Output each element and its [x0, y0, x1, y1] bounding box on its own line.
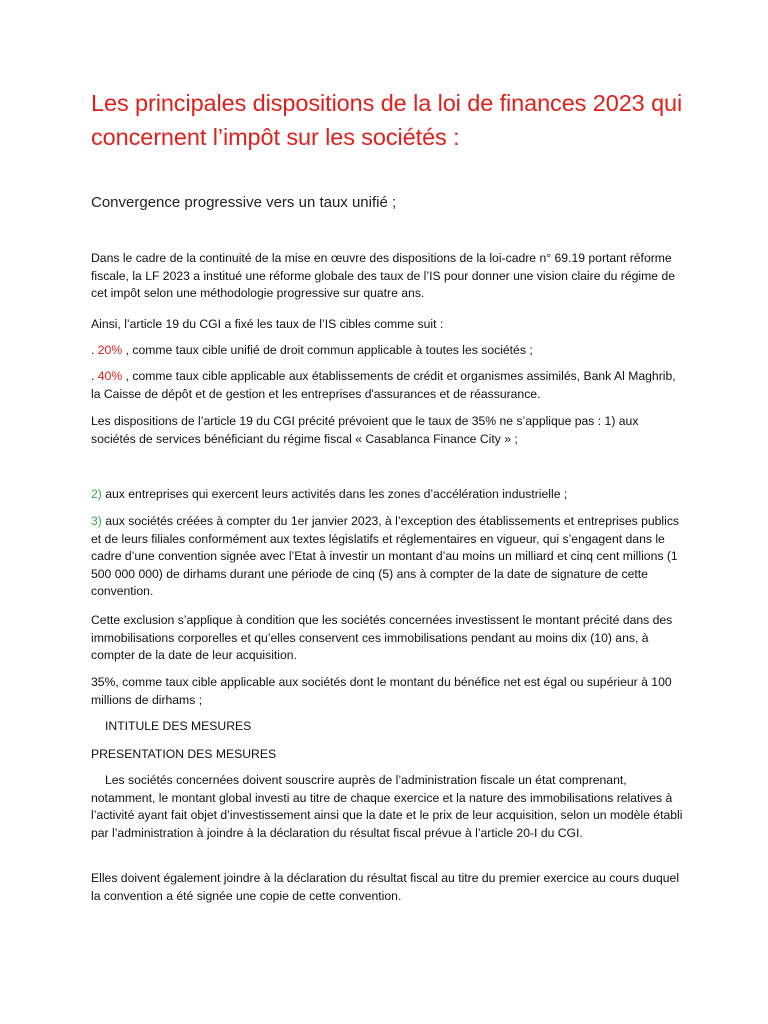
exclusion-item-2-number: 2)	[91, 487, 102, 501]
declaration-paragraph: Les sociétés concernées doivent souscrire auprès de l’administration fiscale un état comprenant, notamment, le montant global investi au titre de chaque exercice et la nature des immobilisations relatives à l’activité ayant fait objet d’investissement ainsi que la date et le prix de leur acquisition, selon un modèle établi par l’administration à joindre à la déclaration du résultat fiscal prévue à l’article 20-I du CGI.	[91, 773, 683, 840]
rate-item-2-text: , comme taux cible applicable aux établissements de crédit et organismes assimilés, Bank Al Maghrib, la Caisse de dépôt et de gestion et les entreprises d'assurances et de réassurance.	[91, 369, 676, 401]
section-subtitle: Convergence progressive vers un taux unifié ;	[91, 194, 397, 211]
exclusion-item-3-text: aux sociétés créées à compter du 1er janvier 2023, à l’exception des établissements et entreprises publics et de leurs filiales conformément aux textes législatifs et réglementaires en vigueur, qui s’engagent dans le cadre d’une convention signée avec l’Etat à investir un montant d’au moins un milliard et cinq cent millions (1 500 000 000) de dirhams durant une période de cinq (5) ans à compter de la date de signature de cette convention.	[91, 514, 680, 599]
rate-item-2-prefix: .	[91, 369, 98, 383]
convention-copy-paragraph: Elles doivent également joindre à la déclaration du résultat fiscal au titre du premier exercice au cours duquel la convention a été signée une copie de cette convention.	[91, 871, 680, 903]
measures-presentation-heading: PRESENTATION DES MESURES	[91, 747, 277, 761]
rate-35-paragraph: 35%, comme taux cible applicable aux sociétés dont le montant du bénéfice net est égal ou supérieur à 100 millions de dirhams ;	[91, 675, 672, 707]
rate-item-2	[91, 368, 683, 403]
document-title: Les principales dispositions de la loi de finances 2023 qui concernent l’impôt sur les sociétés :	[91, 90, 683, 150]
exclusion-condition-paragraph: Cette exclusion s’applique à condition que les sociétés concernées investissent le montant précité dans des immobilisations corporelles et qu’elles conservent ces immobilisations pendant au moins dix (10) ans, à compter de la date de leur acquisition.	[91, 613, 673, 663]
rates-intro-paragraph: Ainsi, l’article 19 du CGI a fixé les taux de l’IS cibles comme suit :	[91, 317, 444, 331]
exclusion-item-3	[91, 513, 683, 601]
rate-item-1-text: , comme taux cible unifié de droit commun applicable à toutes les sociétés ;	[122, 343, 533, 357]
measures-title-heading: INTITULE DES MESURES	[105, 719, 252, 733]
rate-item-1	[91, 342, 683, 360]
rate-item-2-value: 40%	[97, 369, 123, 383]
rate-item-1-value: 20%	[97, 343, 123, 357]
exclusion-item-3-number: 3)	[91, 514, 102, 528]
rate-item-1-prefix: .	[91, 343, 98, 357]
exclusions-paragraph: Les dispositions de l’article 19 du CGI précité prévoient que le taux de 35% ne s’applique pas : 1) aux sociétés de services bénéficiant du régime fiscal « Casablanca Finance City » ;	[91, 414, 639, 446]
exclusion-item-2-text: aux entreprises qui exercent leurs activités dans les zones d’accélération industrielle ;	[101, 487, 568, 501]
exclusion-item-2	[91, 486, 683, 504]
intro-paragraph: Dans le cadre de la continuité de la mise en œuvre des dispositions de la loi-cadre n° 69.19 portant réforme fiscale, la LF 2023 a institué une réforme globale des taux de l’IS pour donner une vision claire du régime de cet impôt selon une méthodologie progressive sur quatre ans.	[91, 251, 675, 301]
